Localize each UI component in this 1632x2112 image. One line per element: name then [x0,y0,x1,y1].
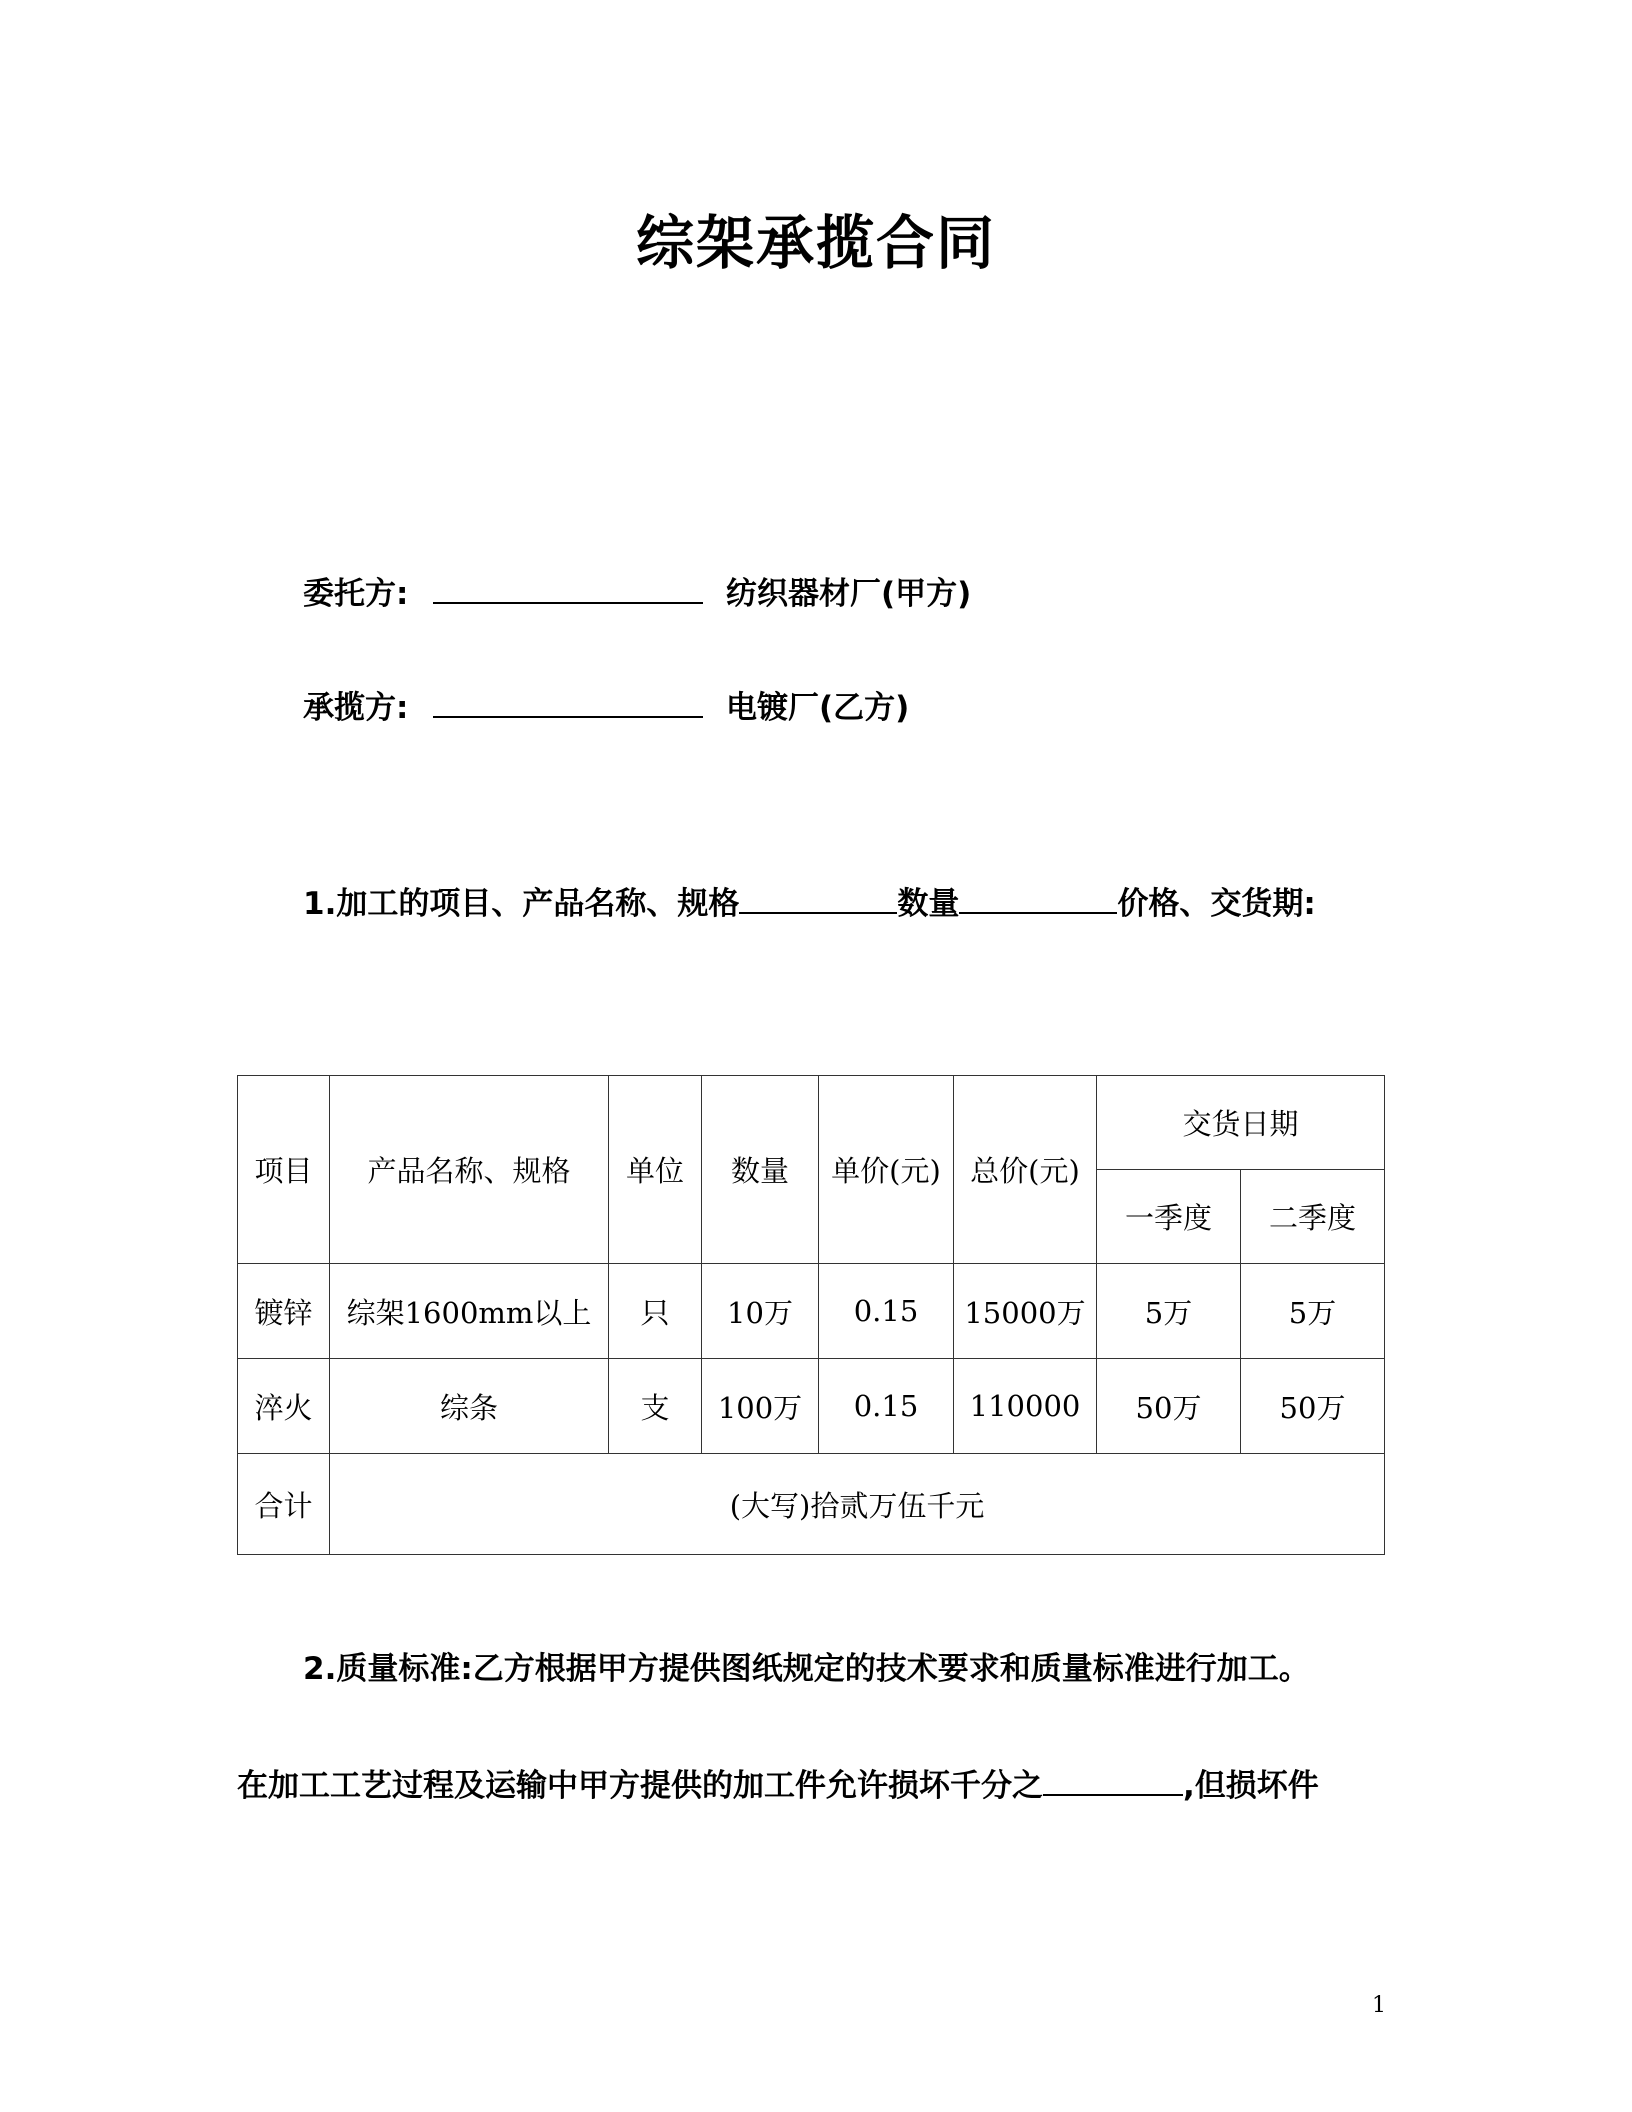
total-label: 合计 [238,1454,330,1555]
cell-q2: 5万 [1241,1264,1385,1359]
header-quantity: 数量 [702,1076,819,1264]
section-1-text-b: 数量 [897,886,960,922]
cell-total-price: 15000万 [954,1264,1097,1359]
header-delivery-date: 交货日期 [1097,1076,1385,1170]
contractor-name: 电镀厂(乙方) [726,690,910,726]
client-label: 委托方: [303,576,409,612]
cell-unit-price: 0.15 [819,1359,954,1454]
spec-blank[interactable] [739,884,897,914]
cell-q1: 50万 [1097,1359,1241,1454]
header-unit: 单位 [609,1076,702,1264]
header-q2: 二季度 [1241,1170,1385,1264]
contractor-party-line [303,682,909,727]
contractor-blank[interactable] [433,688,703,718]
cell-q1: 5万 [1097,1264,1241,1359]
table-header-row [238,1076,1385,1170]
section-2-text-a: 在加工工艺过程及运输中甲方提供的加工件允许损坏千分之 [237,1768,1043,1804]
section-1-text-a: 1.加工的项目、产品名称、规格 [303,886,740,922]
cell-product: 综架1600mm以上 [330,1264,609,1359]
client-name: 纺织器材厂(甲方) [726,576,972,612]
cell-total-price: 110000 [954,1359,1097,1454]
cell-item: 淬火 [238,1359,330,1454]
section-1-text-c: 价格、交货期: [1117,886,1316,922]
document-title: 综架承揽合同 [635,209,996,277]
table-total-row [238,1454,1385,1555]
cell-unit: 支 [609,1359,702,1454]
table-row [238,1264,1385,1359]
section-2-text-b: ,但损坏件 [1183,1768,1319,1804]
cell-product: 综条 [330,1359,609,1454]
quantity-blank[interactable] [959,884,1117,914]
cell-unit-price: 0.15 [819,1264,954,1359]
damage-rate-blank[interactable] [1043,1766,1183,1796]
header-item: 项目 [238,1076,330,1264]
cell-item: 镀锌 [238,1264,330,1359]
section-2-line-1: 2.质量标准:乙方根据甲方提供图纸规定的技术要求和质量标准进行加工。 [303,1651,1310,1687]
table-row [238,1359,1385,1454]
header-total-price: 总价(元) [954,1076,1097,1264]
section-1 [303,878,1316,923]
cell-unit: 只 [609,1264,702,1359]
processing-table [237,1075,1385,1555]
cell-quantity: 10万 [702,1264,819,1359]
cell-q2: 50万 [1241,1359,1385,1454]
header-product: 产品名称、规格 [330,1076,609,1264]
section-2-line-2 [237,1760,1319,1805]
header-unit-price: 单价(元) [819,1076,954,1264]
cell-quantity: 100万 [702,1359,819,1454]
page-number: 1 [1372,1993,1386,2018]
total-value: (大写)拾贰万伍千元 [330,1454,1385,1555]
client-party-line [303,568,971,613]
contractor-label: 承揽方: [303,690,409,726]
header-q1: 一季度 [1097,1170,1241,1264]
client-blank[interactable] [433,574,703,604]
